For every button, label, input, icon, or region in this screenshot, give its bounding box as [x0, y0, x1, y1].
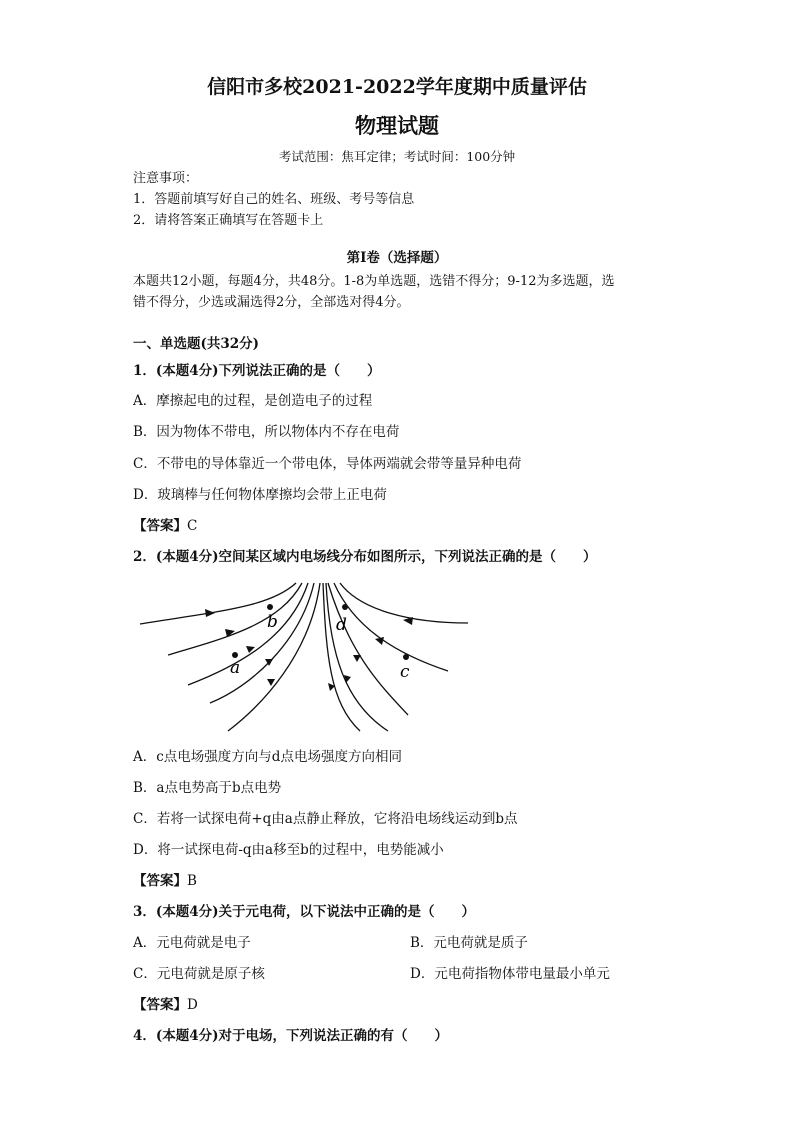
arrow-icon: [267, 679, 275, 686]
field-line: [334, 583, 448, 671]
part1-heading: 第I卷（选择题）: [346, 250, 448, 266]
option: D．将一试探电荷-q由a移至b的过程中，电势能减小: [133, 842, 444, 858]
label-b: b: [267, 612, 278, 632]
question-stem: 1．(本题4分)下列说法正确的是（ ）: [133, 363, 381, 379]
answer: [133, 993, 198, 1013]
answer: [133, 869, 197, 889]
option: D．元电荷指物体带电量最小单元: [410, 966, 610, 982]
field-line: [340, 583, 468, 623]
question-stem: 4．(本题4分)对于电场，下列说法正确的有（ ）: [133, 1028, 449, 1044]
notes-heading: 注意事项：: [133, 171, 199, 186]
arrow-icon: [205, 609, 215, 617]
option: B．因为物体不带电，所以物体内不存在电荷: [133, 424, 400, 440]
exam-info: 考试范围：焦耳定律；考试时间：100分钟: [278, 149, 516, 164]
option: A．c点电场强度方向与d点电场强度方向相同: [133, 749, 402, 765]
arrow-markers: [205, 609, 413, 691]
arrow-icon: [344, 675, 351, 683]
note-item: 2．请将答案正确填写在答题卡上: [133, 213, 324, 228]
arrow-icon: [353, 655, 361, 662]
field-line: [168, 583, 302, 655]
electric-field-lines-figure: [130, 575, 480, 735]
option: C．元电荷就是原子核: [133, 966, 265, 982]
option: B．元电荷就是质子: [410, 935, 528, 951]
part1-description: 本题共12小题，每题4分，共48分。1-8为单选题，选错不得分；9-12为多选题，选: [133, 274, 615, 289]
answer-label: 【答案】: [133, 873, 187, 889]
label-d: d: [336, 615, 347, 635]
section-heading: 一、单选题(共32分): [133, 336, 260, 352]
question-stem: 3．(本题4分)关于元电荷，以下说法中正确的是（ ）: [133, 904, 476, 920]
note-item: 1．答题前填写好自己的姓名、班级、考号等信息: [133, 192, 415, 207]
question-stem: 2．(本题4分)空间某区域内电场线分布如图所示，下列说法正确的是（ ）: [133, 549, 597, 565]
answer-value: D: [187, 997, 198, 1013]
field-line: [188, 583, 308, 685]
answer: [133, 514, 197, 534]
answer-value: B: [187, 873, 197, 889]
option: B．a点电势高于b点电势: [133, 780, 282, 796]
label-c: c: [400, 662, 410, 682]
point-c: [403, 654, 409, 660]
option: C．若将一试探电荷+q由a点静止释放，它将沿电场线运动到b点: [133, 811, 518, 827]
point-b: [267, 604, 273, 610]
option: A．摩擦起电的过程，是创造电子的过程: [133, 393, 373, 409]
answer-label: 【答案】: [133, 997, 187, 1013]
arrow-icon: [375, 637, 384, 645]
subject-title: 物理试题: [355, 113, 439, 138]
answer-label: 【答案】: [133, 518, 187, 534]
option: C．不带电的导体靠近一个带电体，导体两端就会带等量异种电荷: [133, 456, 522, 472]
point-d: [342, 604, 348, 610]
option: D．玻璃棒与任何物体摩擦均会带上正电荷: [133, 487, 387, 503]
exam-title: 信阳市多校2021-2022学年度期中质量评估: [207, 76, 587, 98]
option: A．元电荷就是电子: [133, 935, 251, 951]
answer-value: C: [187, 518, 198, 534]
label-a: a: [230, 658, 241, 678]
part1-description: 错不得分，少选或漏选得2分，全部选对得4分。: [133, 295, 410, 310]
